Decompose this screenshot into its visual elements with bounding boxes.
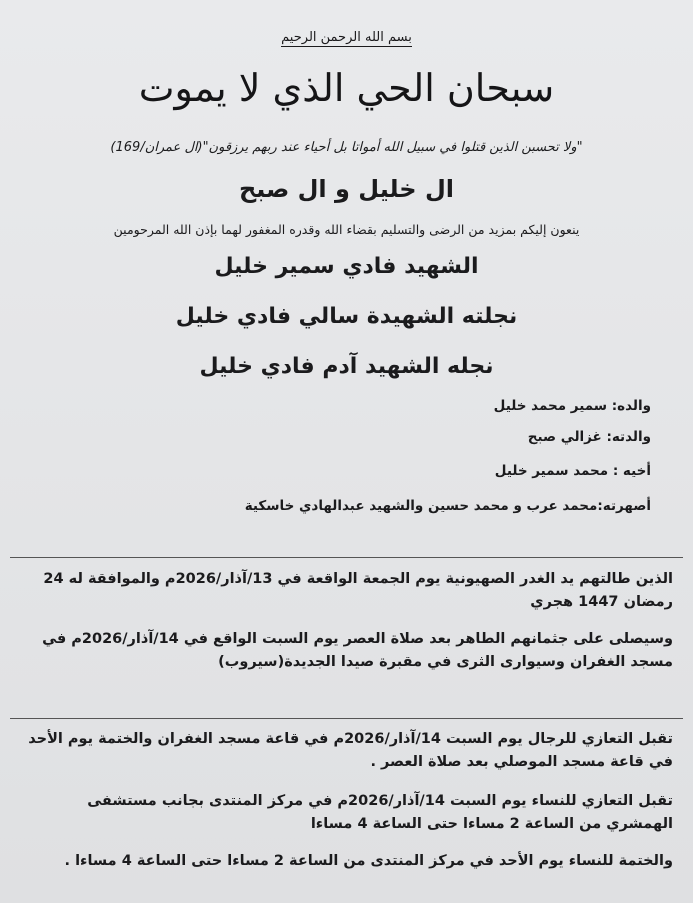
condolences-women-paragraph: تقبل التعازي للنساء يوم السبت 14/آذار/2026م في مركز المنتدى بجانب مستشفى الهمشري من الساعة 2 مساءا حتى الساعة 4 مساءا [87, 793, 673, 832]
relative-brother: أخيه : محمد سمير خليل [494, 463, 651, 479]
martyr-name: الشهيد فادي سمير خليل [214, 254, 479, 279]
divider [10, 718, 683, 719]
announcement: ينعون إليكم بمزيد من الرضى والتسليم بقضاء الله وقدره المغفور لهما بإذن الله المرحومين [113, 222, 580, 237]
funeral-paragraph: وسيصلى على جثمانهم الطاهر بعد صلاة العصر يوم السبت الواقع في 14/آذار/2026م في مسجد الغفران وسيوارى الثرى في مقبرة صيدا الجديدة(سيروب) [42, 631, 673, 670]
family-names: ال خليل و ال صبح [238, 175, 455, 203]
khatma-women-paragraph: والختمة للنساء يوم الأحد في مركز المنتدى من الساعة 2 مساءا حتى الساعة 4 مساءا . [64, 853, 673, 869]
condolences-men-paragraph: تقبل التعازي للرجال يوم السبت 14/آذار/2026م في قاعة مسجد الغفران والختمة يوم الأحد في قاعة مسجد الموصلي بعد صلاة العصر . [28, 731, 673, 770]
relative-father: والده: سمير محمد خليل [493, 398, 651, 414]
relative-in-laws: أصهرته:محمد عرب و محمد حسين والشهيد عبدالهادي خاسكية [244, 498, 651, 514]
quran-verse: "ولا تحسبن الذين قتلوا في سبيل الله أمواتا بل أحياء عند ربهم يرزقون"(ال عمران/169) [110, 140, 583, 155]
headline: سبحان الحي الذي لا يموت [138, 66, 555, 110]
relative-mother: والدته: غزالي صبح [527, 429, 651, 445]
death-info-paragraph: الذين طالتهم يد الغدر الصهيونية يوم الجمعة الواقعة في 13/آذار/2026م والموافقة له 24 رمضان 1447 هجري [43, 571, 673, 610]
martyr-name: نجله الشهيد آدم فادي خليل [199, 354, 494, 379]
basmala [0, 30, 693, 45]
divider [10, 557, 683, 558]
basmala-text: بسم الله الرحمن الرحيم [281, 30, 412, 45]
martyr-name: نجلته الشهيدة سالي فادي خليل [175, 304, 518, 329]
